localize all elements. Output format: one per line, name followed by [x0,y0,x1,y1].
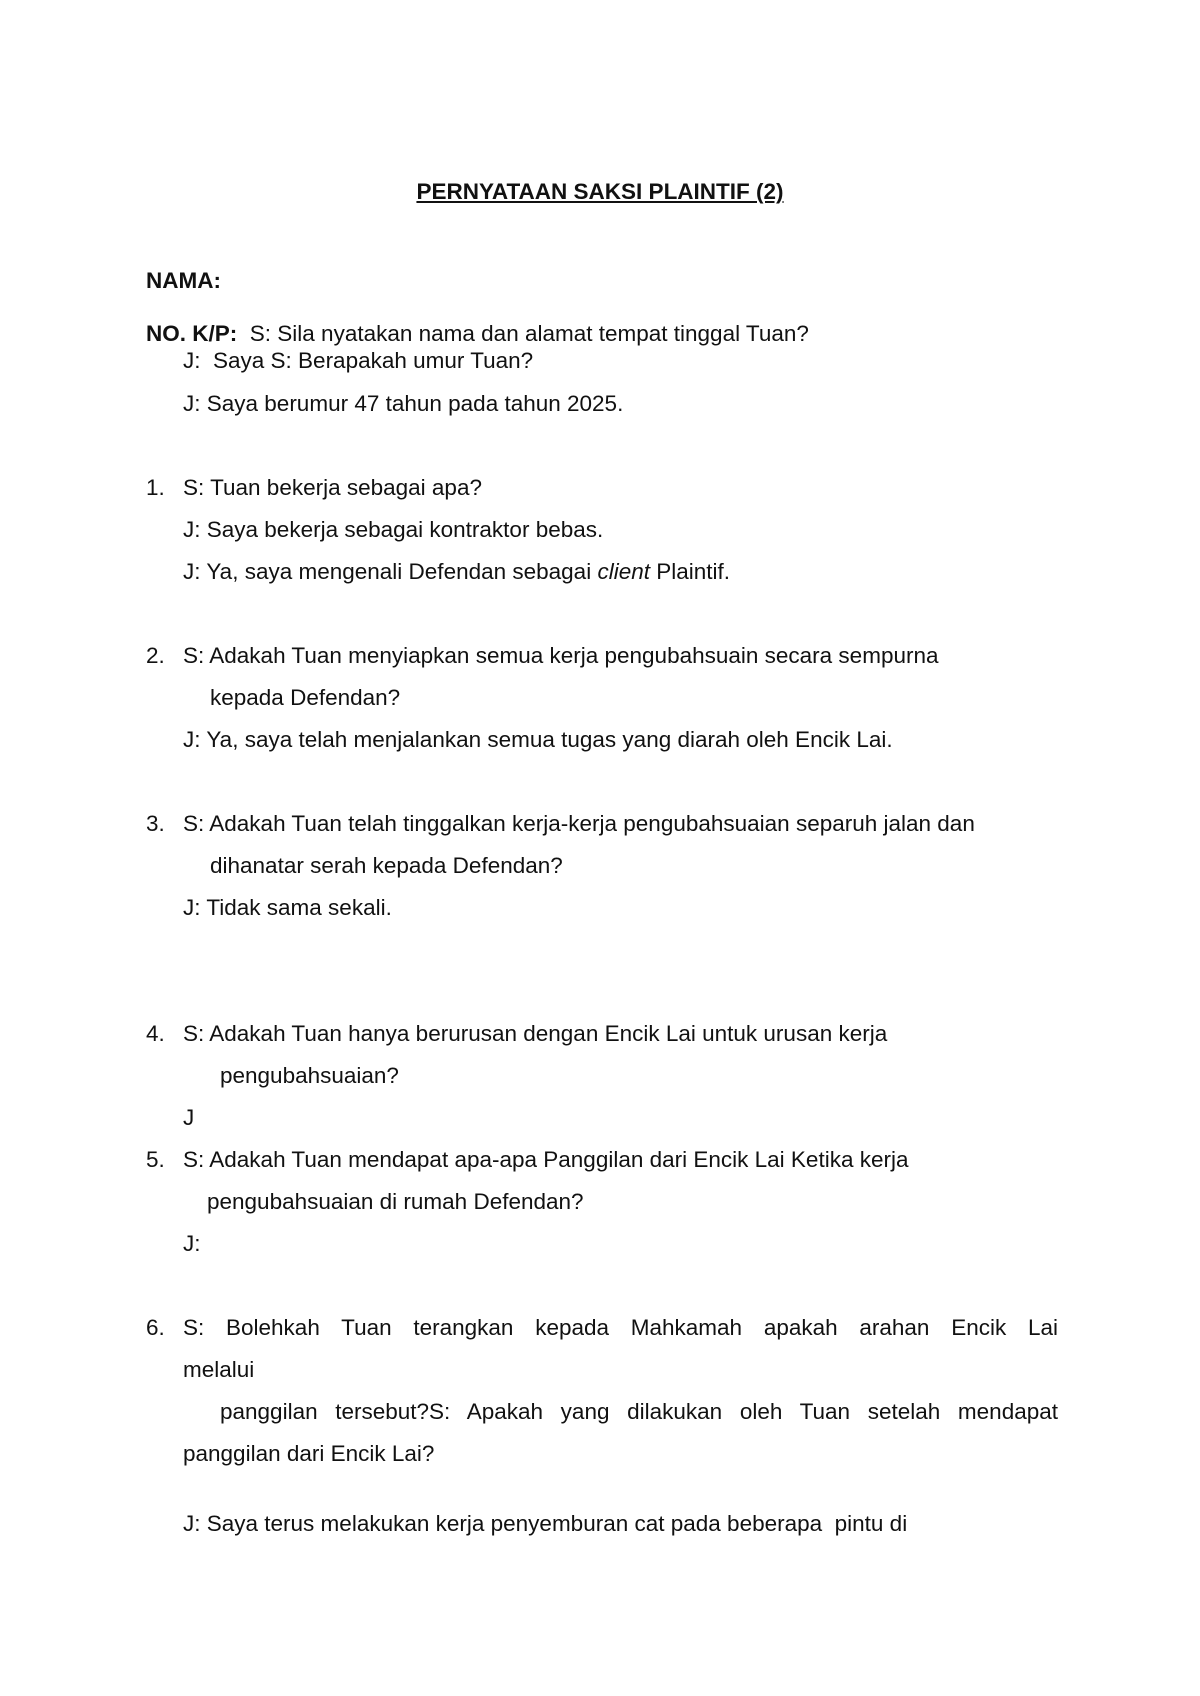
item-3-question-cont: dihanatar serah kepada Defendan? [210,853,563,878]
item-1-answer-2-pre: J: Ya, saya mengenali Defendan sebagai [183,559,598,584]
item-3-answer: J: Tidak sama sekali. [183,895,392,920]
item-3-question: S: Adakah Tuan telah tinggalkan kerja-kerja pengubahsuaian separuh jalan dan [183,811,975,836]
item-5-question-cont: pengubahsuaian di rumah Defendan? [207,1189,584,1214]
kp-question: S: Sila nyatakan nama dan alamat tempat tinggal Tuan? [249,321,809,346]
kp-label: NO. K/P: [146,321,238,346]
item-5-question: S: Adakah Tuan mendapat apa-apa Panggilan dari Encik Lai Ketika kerja [183,1147,909,1172]
item-1-number: 1. [146,475,165,500]
item-4-question: S: Adakah Tuan hanya berurusan dengan Encik Lai untuk urusan kerja [183,1021,888,1046]
item-6-number: 6. [146,1315,165,1340]
item-2-number: 2. [146,643,165,668]
nama-label: NAMA: [146,268,221,293]
intro-line-2: J: Saya S: Berapakah umur Tuan? [183,348,534,373]
item-4-answer: J [183,1105,195,1130]
item-5-answer: J: [183,1231,201,1256]
item-2-question: S: Adakah Tuan menyiapkan semua kerja pengubahsuain secara sempurna [183,643,939,668]
item-3-number: 3. [146,811,165,836]
item-5-number: 5. [146,1147,165,1172]
item-2-answer: J: Ya, saya telah menjalankan semua tugas yang diarah oleh Encik Lai. [183,727,893,752]
item-2-question-cont: kepada Defendan? [210,685,401,710]
item-1-answer: J: Saya bekerja sebagai kontraktor bebas. [183,517,604,542]
item-4-question-cont: pengubahsuaian? [220,1063,399,1088]
item-6-question-2-cont: panggilan dari Encik Lai? [183,1441,435,1466]
item-6-question-cont: melalui [183,1357,255,1382]
document-title: PERNYATAAN SAKSI PLAINTIF (2) [416,179,784,204]
item-4-number: 4. [146,1021,165,1046]
item-6-question: S: Bolehkah Tuan terangkan kepada Mahkamah apakah arahan Encik Lai [183,1315,1058,1340]
item-1-answer-2 [183,558,730,586]
kp-line [146,320,809,348]
item-1-answer-2-italic: client [597,559,650,584]
item-1-question: S: Tuan bekerja sebagai apa? [183,475,482,500]
intro-line-3: J: Saya berumur 47 tahun pada tahun 2025. [183,391,624,416]
item-1-answer-2-post: Plaintif. [649,559,731,584]
item-6-answer: J: Saya terus melakukan kerja penyemburan cat pada beberapa pintu di [183,1511,908,1536]
item-6-question-2: panggilan tersebut?S: Apakah yang dilakukan oleh Tuan setelah mendapat [220,1399,1058,1424]
